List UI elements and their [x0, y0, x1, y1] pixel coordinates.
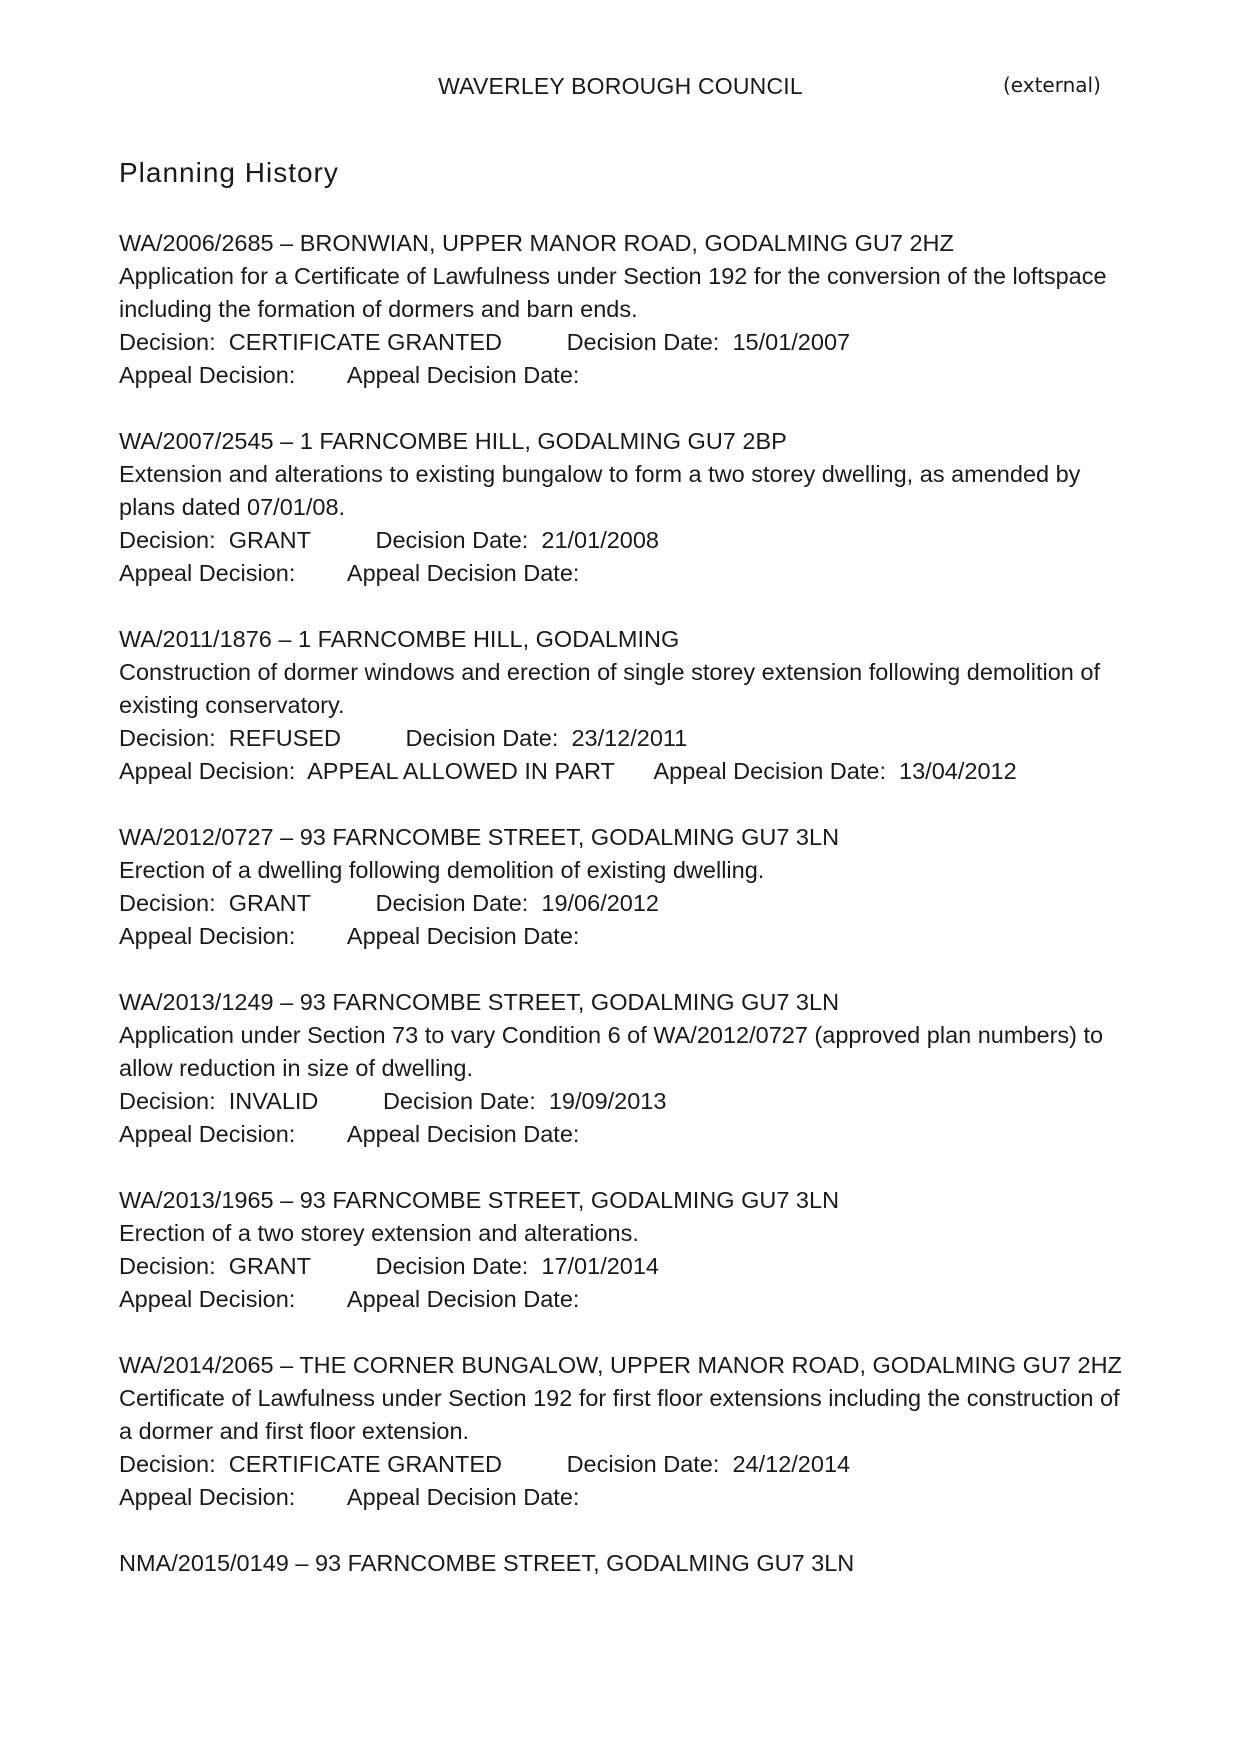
- decision-row: [119, 524, 1129, 557]
- decision-row: [119, 326, 1129, 359]
- appeal-decision-label: Appeal Decision:: [119, 1484, 296, 1510]
- appeal-row: [119, 920, 1129, 953]
- planning-history-list: [119, 227, 1129, 1613]
- entry-reference: WA/2006/2685 – BRONWIAN, UPPER MANOR ROAD, GODALMING GU7 2HZ: [119, 230, 954, 256]
- decision-value: CERTIFICATE GRANTED: [228, 1451, 503, 1477]
- decision-label: Decision:: [119, 1253, 216, 1279]
- decision-row: [119, 722, 1129, 755]
- appeal-decision-date-label: Appeal Decision Date:: [346, 923, 580, 949]
- appeal-decision-date-label: Appeal Decision Date:: [346, 362, 580, 388]
- appeal-decision-date-label: Appeal Decision Date:: [346, 1286, 580, 1312]
- decision-row: [119, 1448, 1129, 1481]
- decision-date-label: Decision Date:: [375, 890, 529, 916]
- appeal-decision-label: Appeal Decision:: [119, 560, 296, 586]
- entry-reference: WA/2007/2545 – 1 FARNCOMBE HILL, GODALMING GU7 2BP: [119, 428, 787, 454]
- appeal-row: [119, 359, 1129, 392]
- decision-label: Decision:: [119, 1088, 216, 1114]
- decision-label: Decision:: [119, 725, 216, 751]
- decision-date-label: Decision Date:: [566, 1451, 720, 1477]
- decision-value: REFUSED: [228, 725, 342, 751]
- appeal-row: [119, 557, 1129, 590]
- decision-value: INVALID: [228, 1088, 319, 1114]
- planning-entry: [119, 227, 1129, 392]
- decision-row: [119, 1085, 1129, 1118]
- decision-value: GRANT: [228, 1253, 311, 1279]
- decision-label: Decision:: [119, 890, 216, 916]
- entry-description: Extension and alterations to existing bungalow to form a two storey dwelling, as amended by plans dated 07/01/08.: [119, 461, 1081, 520]
- entry-description: Certificate of Lawfulness under Section 192 for first floor extensions including the construction of a dormer and first floor extension.: [119, 1385, 1120, 1444]
- planning-entry: [119, 1349, 1129, 1514]
- entry-reference: WA/2013/1965 – 93 FARNCOMBE STREET, GODALMING GU7 3LN: [119, 1187, 840, 1213]
- decision-date-label: Decision Date:: [405, 725, 559, 751]
- decision-date-value: 23/12/2011: [571, 725, 688, 751]
- planning-entry: [119, 623, 1129, 788]
- appeal-row: [119, 1283, 1129, 1316]
- entry-reference: NMA/2015/0149 – 93 FARNCOMBE STREET, GODALMING GU7 3LN: [119, 1550, 855, 1576]
- decision-date-label: Decision Date:: [566, 329, 720, 355]
- entry-description: Erection of a dwelling following demolition of existing dwelling.: [119, 857, 765, 883]
- entry-reference: WA/2011/1876 – 1 FARNCOMBE HILL, GODALMING: [119, 626, 680, 652]
- decision-date-value: 19/09/2013: [548, 1088, 667, 1114]
- decision-date-value: 19/06/2012: [541, 890, 660, 916]
- decision-label: Decision:: [119, 1451, 216, 1477]
- decision-row: [119, 1250, 1129, 1283]
- decision-date-value: 24/12/2014: [732, 1451, 851, 1477]
- page-title: Planning History: [119, 157, 339, 188]
- appeal-decision-label: Appeal Decision:: [119, 362, 296, 388]
- appeal-row: [119, 1118, 1129, 1151]
- decision-date-value: 21/01/2008: [541, 527, 660, 553]
- decision-date-value: 17/01/2014: [541, 1253, 660, 1279]
- appeal-decision-date-label: Appeal Decision Date:: [346, 560, 580, 586]
- decision-row: [119, 887, 1129, 920]
- council-name: WAVERLEY BOROUGH COUNCIL: [438, 73, 803, 99]
- external-tag: (external): [1003, 73, 1101, 97]
- appeal-decision-label: Appeal Decision:: [119, 1286, 296, 1312]
- entry-description: Erection of a two storey extension and alterations.: [119, 1220, 639, 1246]
- appeal-decision-date-label: Appeal Decision Date:: [653, 758, 886, 784]
- decision-value: GRANT: [228, 527, 311, 553]
- appeal-decision-date-label: Appeal Decision Date:: [346, 1121, 580, 1147]
- entry-description: Application for a Certificate of Lawfulness under Section 192 for the conversion of the loftspace including the formation of dormers and barn ends.: [119, 263, 1107, 322]
- decision-date-label: Decision Date:: [375, 1253, 529, 1279]
- decision-value: CERTIFICATE GRANTED: [228, 329, 503, 355]
- entry-description: Application under Section 73 to vary Condition 6 of WA/2012/0727 (approved plan numbers) to allow reduction in size of dwelling.: [119, 1022, 1104, 1081]
- decision-value: GRANT: [228, 890, 311, 916]
- appeal-row: [119, 1481, 1129, 1514]
- planning-entry: [119, 1184, 1129, 1316]
- planning-entry: [119, 821, 1129, 953]
- appeal-decision-label: Appeal Decision:: [119, 1121, 296, 1147]
- appeal-decision-label: Appeal Decision:: [119, 923, 296, 949]
- decision-date-label: Decision Date:: [375, 527, 529, 553]
- appeal-decision-label: Appeal Decision:: [119, 758, 296, 784]
- entry-reference: WA/2012/0727 – 93 FARNCOMBE STREET, GODALMING GU7 3LN: [119, 824, 840, 850]
- planning-entry-partial: [119, 1547, 1129, 1580]
- decision-label: Decision:: [119, 329, 216, 355]
- entry-description: Construction of dormer windows and erection of single storey extension following demolition of existing conservatory.: [119, 659, 1100, 718]
- entry-reference: WA/2013/1249 – 93 FARNCOMBE STREET, GODALMING GU7 3LN: [119, 989, 840, 1015]
- appeal-decision-date-value: 13/04/2012: [899, 758, 1017, 784]
- appeal-decision-date-label: Appeal Decision Date:: [346, 1484, 580, 1510]
- planning-entry: [119, 986, 1129, 1151]
- decision-date-label: Decision Date:: [382, 1088, 536, 1114]
- decision-label: Decision:: [119, 527, 216, 553]
- planning-entry: [119, 425, 1129, 590]
- decision-date-value: 15/01/2007: [732, 329, 851, 355]
- appeal-decision-value: APPEAL ALLOWED IN PART: [307, 758, 615, 784]
- appeal-row: [119, 755, 1129, 788]
- entry-reference: WA/2014/2065 – THE CORNER BUNGALOW, UPPER MANOR ROAD, GODALMING GU7 2HZ: [119, 1352, 1122, 1378]
